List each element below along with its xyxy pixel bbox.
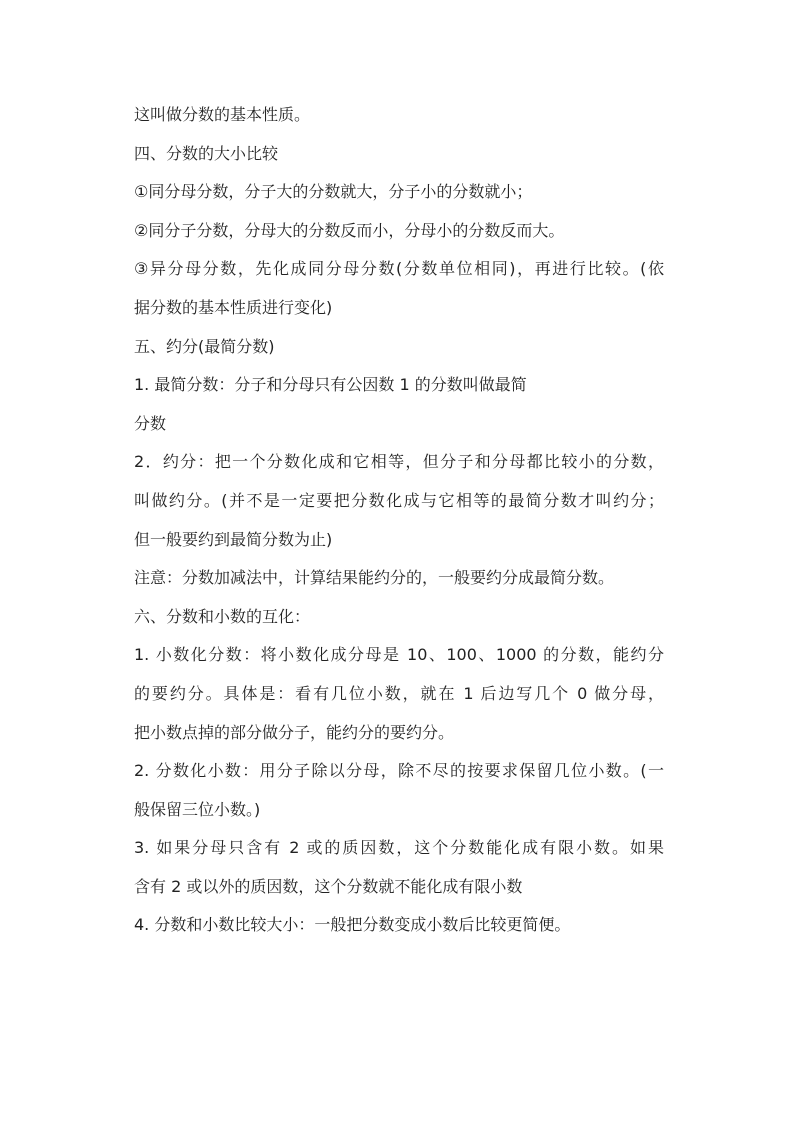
text-line: 2. 分数化小数：用分子除以分母，除不尽的按要求保留几位小数。(一 <box>134 761 664 781</box>
text-line: ③异分母分数，先化成同分母分数(分数单位相同)，再进行比较。(依 <box>134 259 664 279</box>
text-line: 3. 如果分母只含有 2 或的质因数，这个分数能化成有限小数。如果 <box>134 838 664 858</box>
section-heading-comparison: 四、分数的大小比较 <box>134 143 279 163</box>
text-line: 据分数的基本性质进行变化) <box>134 297 333 317</box>
text-line: 叫做约分。(并不是一定要把分数化成与它相等的最简分数才叫约分； <box>134 490 664 510</box>
document-body <box>134 96 664 945</box>
text-line: ①同分母分数，分子大的分数就大，分子小的分数就小； <box>134 182 533 202</box>
text-line: 把小数点掉的部分做分子，能约分的要约分。 <box>134 722 455 742</box>
note-line: 注意：分数加减法中，计算结果能约分的，一般要约分成最简分数。 <box>134 568 615 588</box>
text-line: 分数 <box>134 413 167 433</box>
text-line: 4. 分数和小数比较大小：一般把分数变成小数后比较更简便。 <box>134 915 571 935</box>
section-heading-conversion: 六、分数和小数的互化： <box>134 606 311 626</box>
text-line: 1. 小数化分数：将小数化成分母是 10、100、1000 的分数，能约分 <box>134 645 664 665</box>
text-line: 含有 2 或以外的质因数，这个分数就不能化成有限小数 <box>134 876 523 896</box>
text-line: 的要约分。具体是：看有几位小数，就在 1 后边写几个 0 做分母， <box>134 683 664 703</box>
section-heading-reduction: 五、约分(最简分数) <box>134 336 275 356</box>
text-line: 1. 最简分数：分子和分母只有公因数 1 的分数叫做最简 <box>134 375 527 395</box>
text-line: 2．约分：把一个分数化成和它相等，但分子和分母都比较小的分数， <box>134 452 664 472</box>
text-line: 这叫做分数的基本性质。 <box>134 105 311 124</box>
text-line: ②同分子分数，分母大的分数反而小，分母小的分数反而大。 <box>134 220 565 240</box>
text-line: 般保留三位小数。) <box>134 799 261 819</box>
text-line: 但一般要约到最简分数为止) <box>134 529 333 549</box>
